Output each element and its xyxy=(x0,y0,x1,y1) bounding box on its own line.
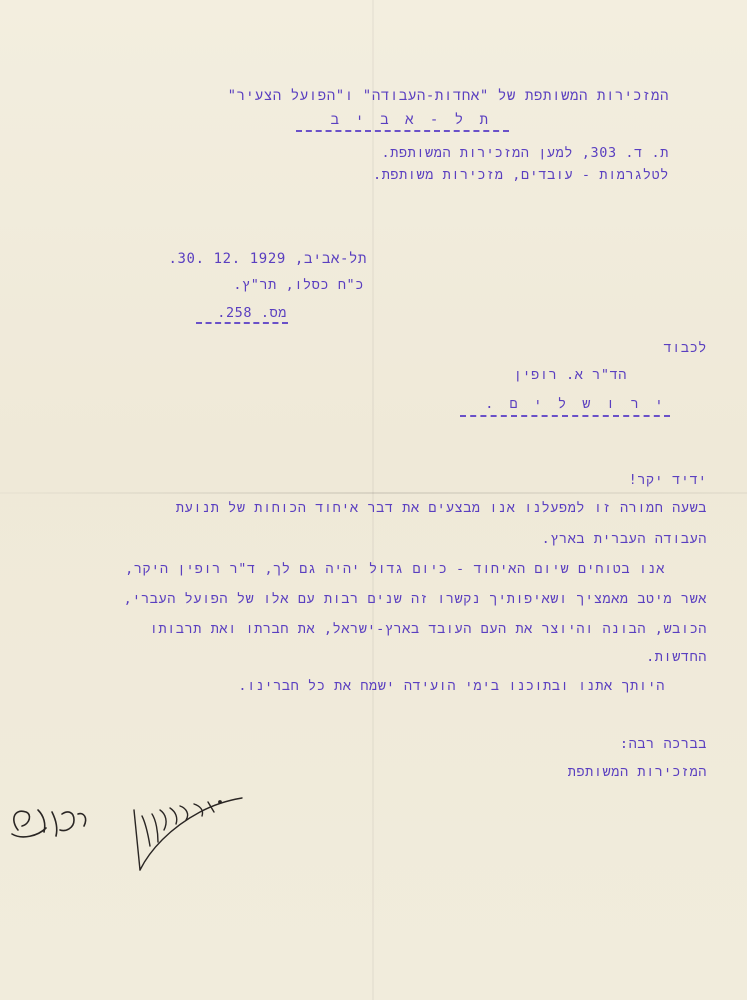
letterhead-city: ת ל - א ב י ב xyxy=(330,112,492,128)
paragraph-1-line-1: בשעה חמורה זו למפעלנו אנו מבצעים את דבר איחוד הכוחות של תנועת xyxy=(175,500,707,516)
paragraph-2-line-2: אשר מיטב מאמציך ושאיפותיך נקשרו זה שנים רבות עם אלו של הפועל העברי, xyxy=(123,591,707,607)
closing-greeting: בברכה רבה: xyxy=(619,736,707,752)
date-hebrew: כ"ח כסלו, תר"ץ. xyxy=(233,277,364,293)
recipient-city: י ר ו ש ל י ם . xyxy=(485,396,667,412)
letterhead-postal-box: ת. ד. 303, למען המזכירות המשותפת. xyxy=(381,145,669,161)
handwritten-signatures xyxy=(0,790,260,900)
paragraph-2-line-4: החדשות. xyxy=(646,649,707,665)
salutation: ידיד יקר! xyxy=(628,472,707,488)
recipient-name: הד"ר א. רופין xyxy=(513,367,627,383)
reference-number: מס. 258. xyxy=(217,305,287,321)
reference-number-underline xyxy=(196,322,288,324)
signature-right xyxy=(134,798,242,870)
paragraph-3-line-1: היותך אתנו ובתוכנו בימי הועידה ישמח את כל חברינו. xyxy=(238,678,665,694)
paragraph-2-line-3: הכובש, הבונה והיוצר את העם העובד בארץ-ישראל, את חברתו ואת תרבותו xyxy=(149,621,707,637)
date-gregorian: תל-אביב, 1929 .12 .30. xyxy=(168,251,367,267)
signature-left xyxy=(12,810,86,837)
letterhead-city-underline xyxy=(296,130,509,132)
paragraph-2-line-1: אנו בטוחים שיום האיחוד - כיום גדול יהיה גם לך, ד"ר רופין היקר, xyxy=(125,561,665,577)
letterhead-telegram-address: לטלגרמות - עובדים, מזכירות משותפת. xyxy=(372,167,669,183)
closing-signatory: המזכירות המשותפת xyxy=(567,764,707,780)
letterhead-organization: המזכירות המשותפת של "אחדות-העבודה" ו"הפועל הצעיר" xyxy=(227,88,669,104)
paragraph-1-line-2: העבודה העברית בארץ. xyxy=(541,531,707,547)
recipient-honorific: לכבוד xyxy=(663,340,707,356)
recipient-city-underline xyxy=(460,415,670,417)
